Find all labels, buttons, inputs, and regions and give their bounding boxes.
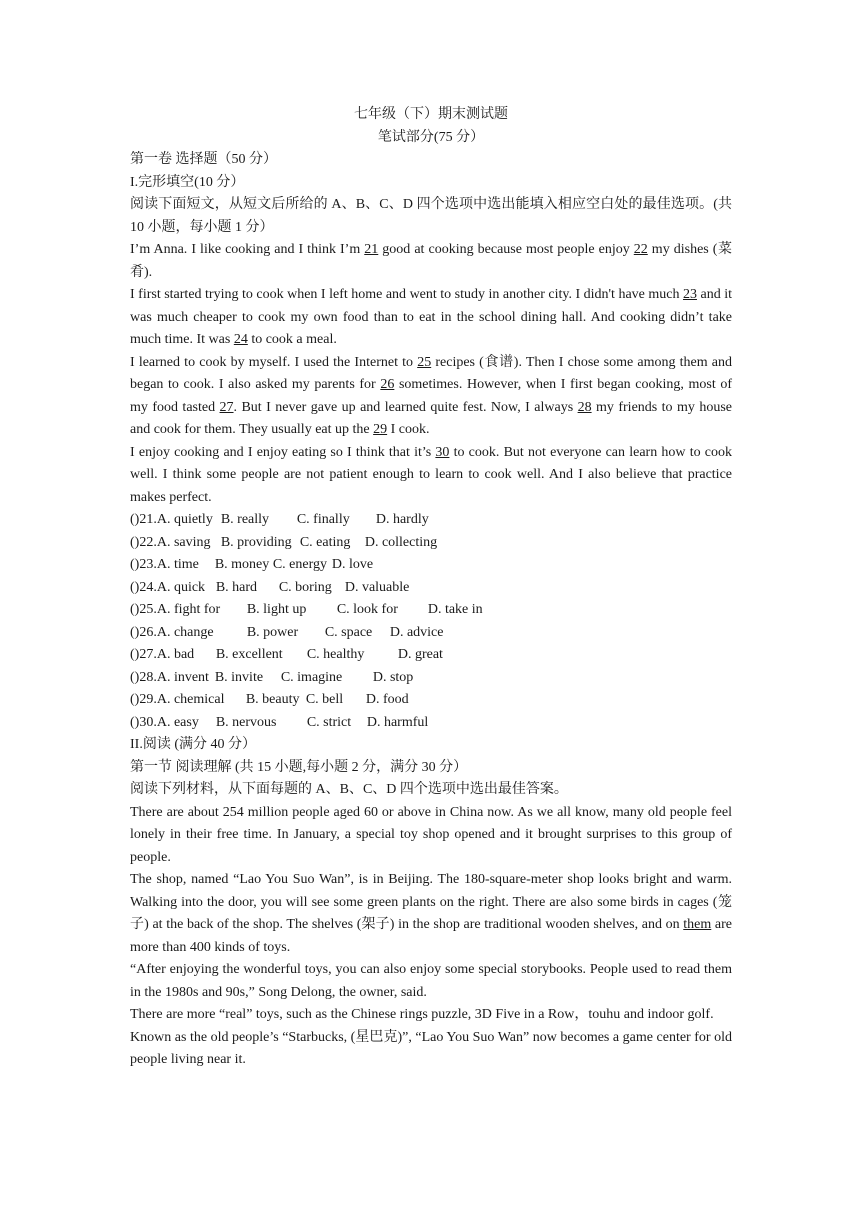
underlined-word-them: them — [683, 917, 712, 932]
question-list — [130, 509, 732, 734]
question-22: ()22. A. saving B. providing C. eating D. collecting — [130, 534, 438, 550]
exam-page — [130, 104, 732, 1072]
blank-27: 27 — [219, 399, 234, 415]
cloze-heading: I.完形填空(10 分） — [130, 174, 245, 190]
blank-29: 29 — [373, 422, 388, 437]
blank-30: 30 — [435, 444, 450, 460]
question-30: ()30. A. easy B. nervous C. strict D. harmful — [130, 714, 429, 730]
reading-paragraph-4: There are more “real” toys, such as the Chinese rings puzzle, 3D Five in a Row，touhu and indoor golf. — [130, 1007, 714, 1022]
reading-paragraph-5: Known as the old people’s “Starbucks, (星巴克)”, “Lao You Suo Wan” now becomes a game center for old people living near it. — [130, 1029, 732, 1067]
question-29: ()29. A. chemical B. beauty C. bell D. food — [130, 692, 409, 707]
question-25: ()25. A. fight for B. light up C. look for D. take in — [130, 602, 483, 617]
blank-23: 23 — [682, 287, 697, 302]
question-21: ()21. A. quietly B. really C. finally D. hardly — [130, 512, 429, 527]
exam-title: 七年级（下）期末测试题 — [354, 107, 508, 122]
cloze-paragraph-2: I first started trying to cook when I left home and went to study in another city. I didn't have much 23 and it was much cheaper to cook my own food than to eat in the school dining hall. And cooking didn’t take much time. It was 24 to cook a meal. — [130, 287, 732, 347]
blank-21: 21 — [364, 242, 379, 257]
question-27: ()27. A. bad B. excellent C. healthy D. great — [130, 647, 443, 662]
part1-heading: 第一卷 选择题（50 分） — [130, 152, 277, 167]
blank-25: 25 — [417, 354, 432, 370]
reading-instruction: 阅读下列材料，从下面每题的 A、B、C、D 四个选项中选出最佳答案。 — [130, 782, 568, 797]
reading-paragraph-2: The shop, named “Lao You Suo Wan”, is in Beijing. The 180-square-meter shop looks bright and warm. Walking into the door, you will see some green plants on the right. There are also some birds in cages (笼子) at the back of the shop. The shelves (架子) in the shop are traditional wooden shelves, and on them are more than 400 kinds of toys. — [130, 872, 733, 955]
cloze-paragraph-3: I learned to cook by myself. I used the Internet to 25 recipes (食谱). Then I chose some among them and began to cook. I also asked my parents for 26 sometimes. However, when I first began cooking, most of my food tasted 27. But I never gave up and learned quite fest. Now, I always 28 my friends to my house and cook for them. They usually eat up the 29 I cook. — [130, 354, 733, 437]
cloze-instruction: 阅读下面短文，从短文后所给的 A、B、C、D 四个选项中选出能填入相应空白处的最佳选项。(共 10 小题，每小题 1 分） — [130, 197, 732, 235]
question-24: ()24. A. quick B. hard C. boring D. valuable — [130, 579, 410, 595]
blank-26: 26 — [380, 377, 395, 392]
reading-paragraph-3: “After enjoying the wonderful toys, you can also enjoy some special storybooks. People used to read them in the 1980s and 90s,” Song Delong, the owner, said. — [130, 962, 732, 1000]
blank-28: 28 — [577, 399, 592, 415]
question-28: ()28. A. invent B. invite C. imagine D. stop — [130, 669, 414, 685]
reading-paragraph-1: There are about 254 million people aged 60 or above in China now. As we all know, many old people feel lonely in their free time. In January, a special toy shop opened and it brought surprises to this group of people. — [130, 804, 732, 865]
cloze-paragraph-4: I enjoy cooking and I enjoy eating so I think that it’s 30 to cook. But not everyone can learn how to cook well. I think some people are not patient enough to learn to cook well. And I also believe that practice makes perfect. — [130, 444, 732, 505]
exam-subtitle: 笔试部分(75 分） — [377, 129, 485, 145]
cloze-paragraph-1: I’m Anna. I like cooking and I think I’m 21 good at cooking because most people enjoy 22 my dishes (菜肴). — [130, 242, 732, 280]
question-26: ()26. A. change B. power C. space D. advice — [130, 624, 444, 640]
question-23: ()23. A. time B. money C. energy D. love — [130, 557, 374, 572]
part2-heading: II.阅读 (满分 40 分） — [130, 737, 256, 752]
blank-22: 22 — [633, 242, 648, 257]
blank-24: 24 — [233, 332, 248, 347]
reading-section-heading: 第一节 阅读理解 (共 15 小题,每小题 2 分，满分 30 分） — [130, 759, 468, 775]
